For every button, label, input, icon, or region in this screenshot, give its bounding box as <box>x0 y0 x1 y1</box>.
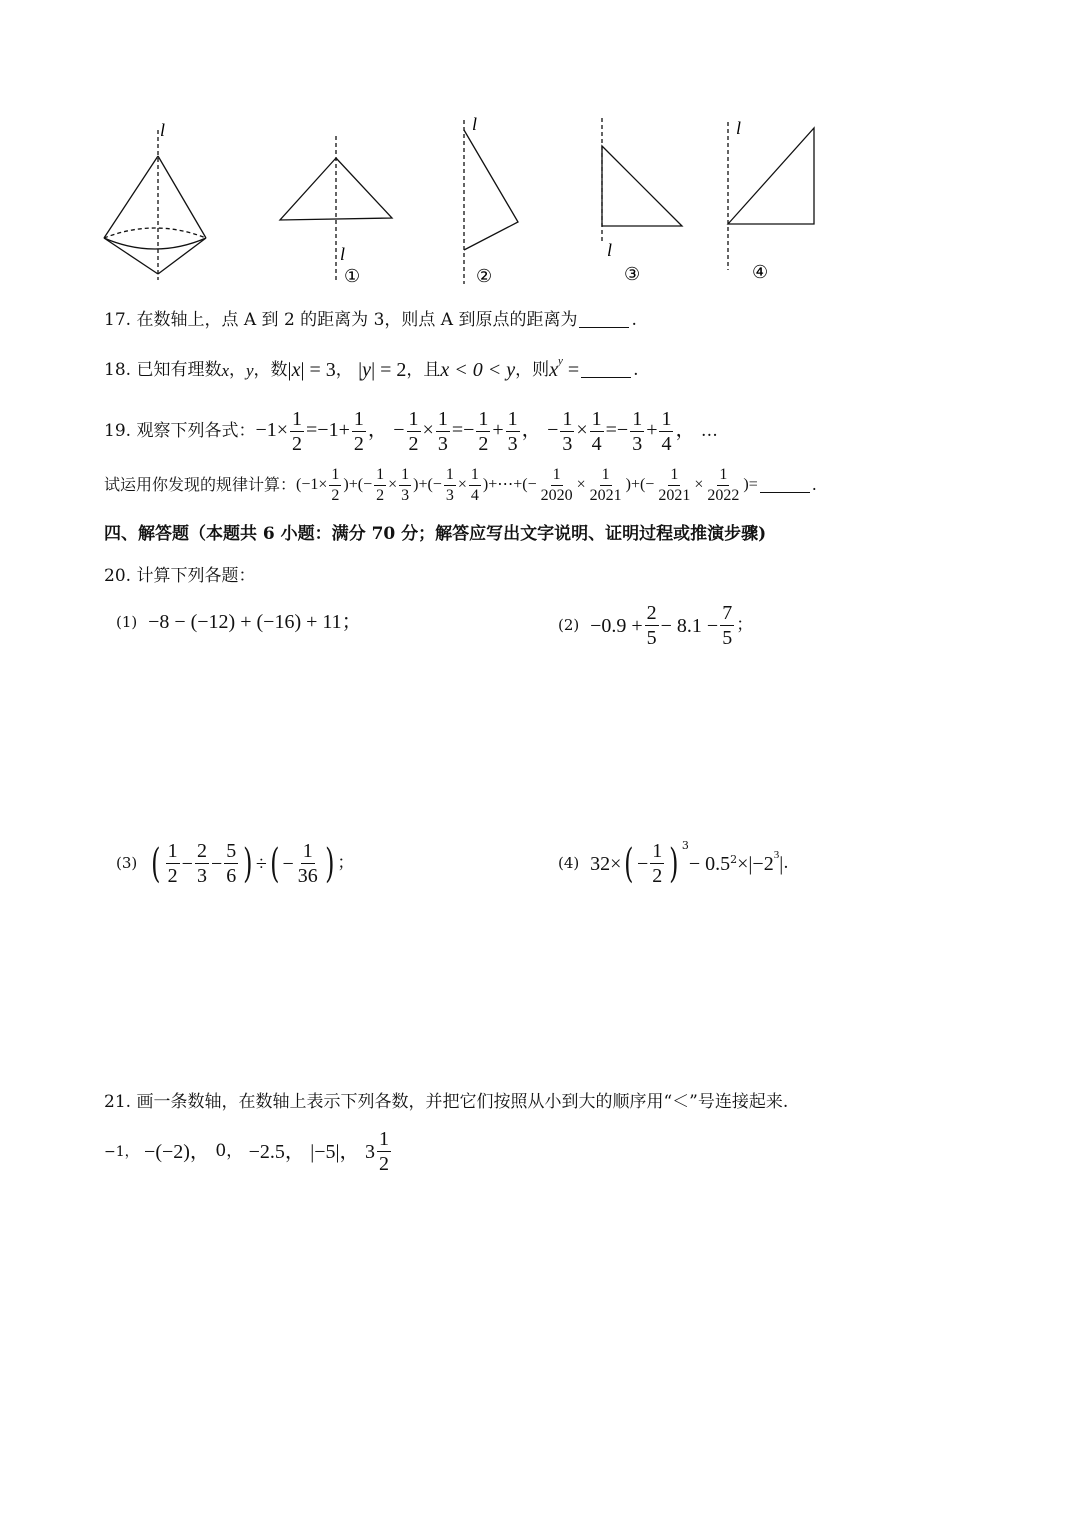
triangle-figure-3 <box>602 118 682 242</box>
solid-figures <box>96 110 836 290</box>
question-text: ，且 <box>406 359 441 380</box>
axis-label-1: l <box>340 244 346 264</box>
question-text: 在数轴上，点 A 到 2 的距离为 3，则点 A 到原点的距离为 <box>136 310 578 330</box>
abs-expression: $|-2^3|$ <box>748 848 784 875</box>
semicolon: ； <box>337 853 355 873</box>
question-text: ，数 <box>253 359 288 380</box>
question-21 <box>104 1094 788 1111</box>
pattern-3: − $\frac{1}{3}$ × $\frac{1}{4}$ =− $\frac{1}{3}$ + $\frac{1}{4}$ ， <box>547 408 696 455</box>
mixed-number-fraction: $\frac{1}{2}$ <box>378 1128 389 1175</box>
triangle-figure-2 <box>464 120 518 284</box>
part-label: (4) <box>558 854 580 872</box>
section-4-title: 四、解答题（本题共 6 小题：满分 70 分；解答应写出文字说明、证明过程或推演步骤) <box>104 524 767 544</box>
period: . <box>811 475 817 495</box>
question-number: 20. <box>104 566 132 586</box>
part-label: (3) <box>116 854 138 872</box>
semicolon: ； <box>736 615 754 635</box>
axis-label-2: l <box>472 114 478 134</box>
answer-blank[interactable] <box>760 478 810 493</box>
answer-blank[interactable] <box>579 313 629 328</box>
var-x: x <box>221 360 229 380</box>
triangle-figure-1 <box>280 136 392 280</box>
var-y: y <box>246 360 254 380</box>
number-item: −(−2)， <box>144 1140 210 1163</box>
answer-blank[interactable] <box>581 363 631 378</box>
expression: − 0.5 <box>688 852 731 875</box>
marker-3: ③ <box>624 264 641 284</box>
part-label: (2) <box>558 616 580 634</box>
q21-numbers <box>104 1128 393 1175</box>
question-text: 已知有理数 <box>136 359 222 380</box>
marker-2: ② <box>476 266 493 286</box>
question-text: 观察下列各式： <box>136 421 256 441</box>
q20-part-1 <box>116 612 362 632</box>
q20-part-3: (3) ( $\frac{1}{2}$ − $\frac{2}{3}$ − $\frac{5}{6}$ ) ÷ ( − $\frac{1}{36}$ ) ； <box>116 840 355 887</box>
fraction-7-5: $\frac{7}{5}$ <box>722 602 733 649</box>
expression: × <box>737 852 749 875</box>
question-number: 17. <box>104 310 132 330</box>
period: . <box>633 359 639 380</box>
ellipsis: … <box>700 421 718 441</box>
series-expression: (−1× $\frac{1}{2}$ )+(− $\frac{1}{2}$ × $\frac{1}{3}$ )+(− $\frac{1}{3}$ × $\frac{1}{4}$ )+⋯+(− $\frac{1}{2020}$ × $\frac{1}{2021}$ )+(− $\frac{1}{2021}$ × $\frac{1}{2022}$ )= <box>296 466 758 504</box>
expression: −8 − (−12) + (−16) + 11； <box>148 611 362 633</box>
axis-label-3: l <box>607 240 613 260</box>
abs-y-expr: |y| = 2 <box>358 359 407 381</box>
question-number: 21. <box>104 1092 132 1112</box>
fraction-2-5: $\frac{2}{5}$ <box>646 602 657 649</box>
exponent: 3 <box>681 839 689 852</box>
triangle-figure-4 <box>728 122 814 270</box>
part-label: (1) <box>116 612 138 631</box>
number-item: −1， <box>104 1143 139 1160</box>
question-19-apply <box>104 466 817 504</box>
q20-part-4: (4) 32× ( − $\frac{1}{2}$ ) 3 − 0.5 2 × $|-2^3|$ . <box>558 839 789 887</box>
double-cone-figure <box>104 130 206 280</box>
question-18 <box>104 355 639 381</box>
question-text: 计算下列各题： <box>136 566 256 586</box>
question-17 <box>104 312 637 329</box>
pattern-2: − $\frac{1}{2}$ × $\frac{1}{3}$ =− $\frac{1}{2}$ + $\frac{1}{3}$ ， <box>393 408 542 455</box>
question-text: ，则 <box>515 359 550 380</box>
period: . <box>783 853 789 873</box>
question-number: 18. <box>104 359 132 380</box>
question-text: 画一条数轴，在数轴上表示下列各数，并把它们按照从小到大的顺序用“＜”号连接起来. <box>136 1092 789 1112</box>
number-item: 0， <box>215 1141 244 1161</box>
question-text: 试运用你发现的规律计算： <box>104 475 297 495</box>
pattern-1: −1× $\frac{1}{2}$ =−1+ $\frac{1}{2}$ ， <box>255 408 388 455</box>
expression: 32× <box>590 852 622 875</box>
axis-label-4: l <box>736 118 742 138</box>
comma: ， <box>229 359 246 380</box>
number-item: |−5|， <box>310 1140 360 1163</box>
comma: ， <box>335 359 353 380</box>
expression: −0.9 + <box>590 614 643 637</box>
number-item: −2.5， <box>248 1140 305 1163</box>
marker-1: ① <box>344 266 361 286</box>
mixed-number-whole: 3 <box>364 1140 375 1163</box>
period: . <box>631 310 637 330</box>
marker-4: ④ <box>752 262 769 282</box>
question-19 <box>104 408 718 455</box>
question-20 <box>104 568 255 585</box>
axis-label-cone: l <box>160 120 166 140</box>
q20-part-2 <box>558 602 753 649</box>
inequality: x < 0 < y <box>440 359 516 381</box>
abs-x-expr: |x| = 3 <box>287 359 336 381</box>
expression: − 8.1 − <box>660 614 719 637</box>
exponent: 2 <box>730 853 738 866</box>
power-expr: $x^y$ = <box>549 355 580 381</box>
question-number: 19. <box>104 421 132 441</box>
